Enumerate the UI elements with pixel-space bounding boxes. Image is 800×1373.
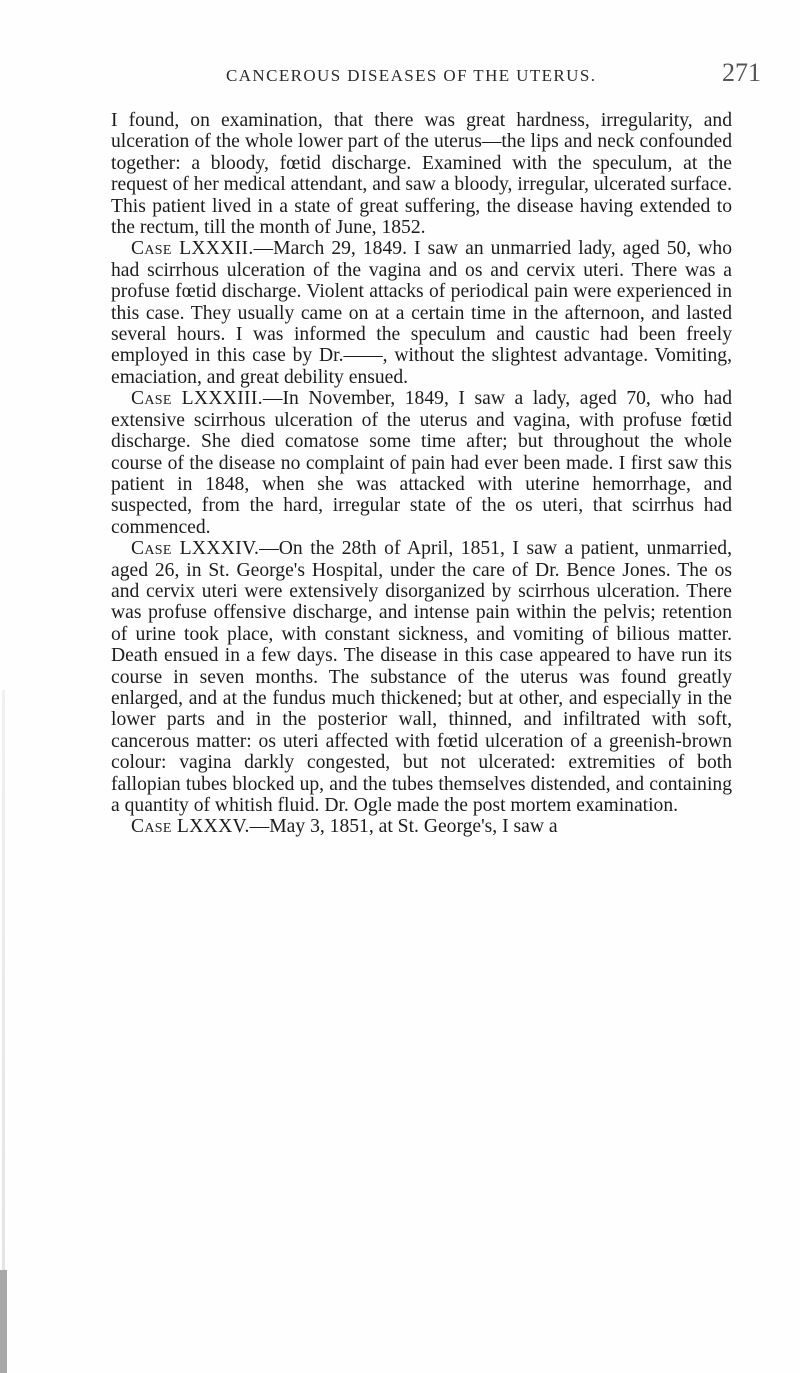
case-label: Case LXXXIII. <box>131 388 263 410</box>
paragraph-case-83 <box>111 388 732 538</box>
page-header <box>0 58 800 98</box>
paragraph-continuation <box>111 110 732 238</box>
page-edge-mark <box>0 1270 7 1373</box>
page-number: 271 <box>722 58 761 87</box>
case-label: Case LXXXIV. <box>131 538 260 560</box>
paragraph-text: —May 3, 1851, at St. George's, I saw a <box>249 816 558 838</box>
running-head: CANCEROUS DISEASES OF THE UTERUS. <box>226 66 597 85</box>
case-label: Case LXXXII. <box>131 238 254 260</box>
paragraph-case-85 <box>111 816 732 837</box>
paragraph-text: —On the 28th of April, 1851, I saw a patient, unmarried, aged 26, in St. George's Hospital, under the care of Dr. Bence Jones. The os and cervix uteri were extensively disorganized by scirrhous ulceration. There was profuse offensive discharge, and intense pain within the pelvis; retention of urine took place, with constant sickness, and vomiting of bilious matter. Death ensued in a few days. The disease in this case appeared to have run its course in seven months. The substance of the uterus was found greatly enlarged, and at the fundus much thickened; but at other, and especially in the lower parts and in the posterior wall, thinned, and infiltrated with soft, cancerous matter: os uteri affected with fœtid ulceration of a greenish-brown colour: vagina darkly congested, but not ulcerated: extremities of both fallopian tubes blocked up, and the tubes themselves distended, and containing a quantity of whitish fluid. Dr. Ogle made the post mortem examination. <box>111 538 732 816</box>
case-label: Case LXXXV. <box>131 816 250 838</box>
paragraph-text: I found, on examination, that there was great hardness, irregularity, and ulceration of the whole lower part of the uterus—the lips and neck confounded together: a bloody, fœtid discharge. Examined with the speculum, at the request of her medical attendant, and saw a bloody, irregular, ulcerated surface. This patient lived in a state of great suffering, the disease having extended to the rectum, till the month of June, 1852. <box>111 110 732 239</box>
binding-shadow <box>2 690 5 1370</box>
body-text <box>111 110 732 838</box>
paragraph-case-82 <box>111 238 732 388</box>
paragraph-case-84 <box>111 538 732 816</box>
paragraph-text: —March 29, 1849. I saw an unmarried lady, aged 50, who had scirrhous ulceration of the vagina and os and cervix uteri. There was a profuse fœtid discharge. Violent attacks of periodical pain were experienced in this case. They usually came on at a certain time in the afternoon, and lasted several hours. I was informed the speculum and caustic had been freely employed in this case by Dr.——, without the slightest advantage. Vomiting, emaciation, and great debility ensued. <box>111 238 732 388</box>
paragraph-text: —In November, 1849, I saw a lady, aged 70, who had extensive scirrhous ulceration of the uterus and vagina, with profuse fœtid discharge. She died comatose some time after; but throughout the whole course of the disease no complaint of pain had ever been made. I first saw this patient in 1848, when she was attacked with uterine hemorrhage, and suspected, from the hard, irregular state of the os uteri, that scirrhus had commenced. <box>111 388 732 538</box>
